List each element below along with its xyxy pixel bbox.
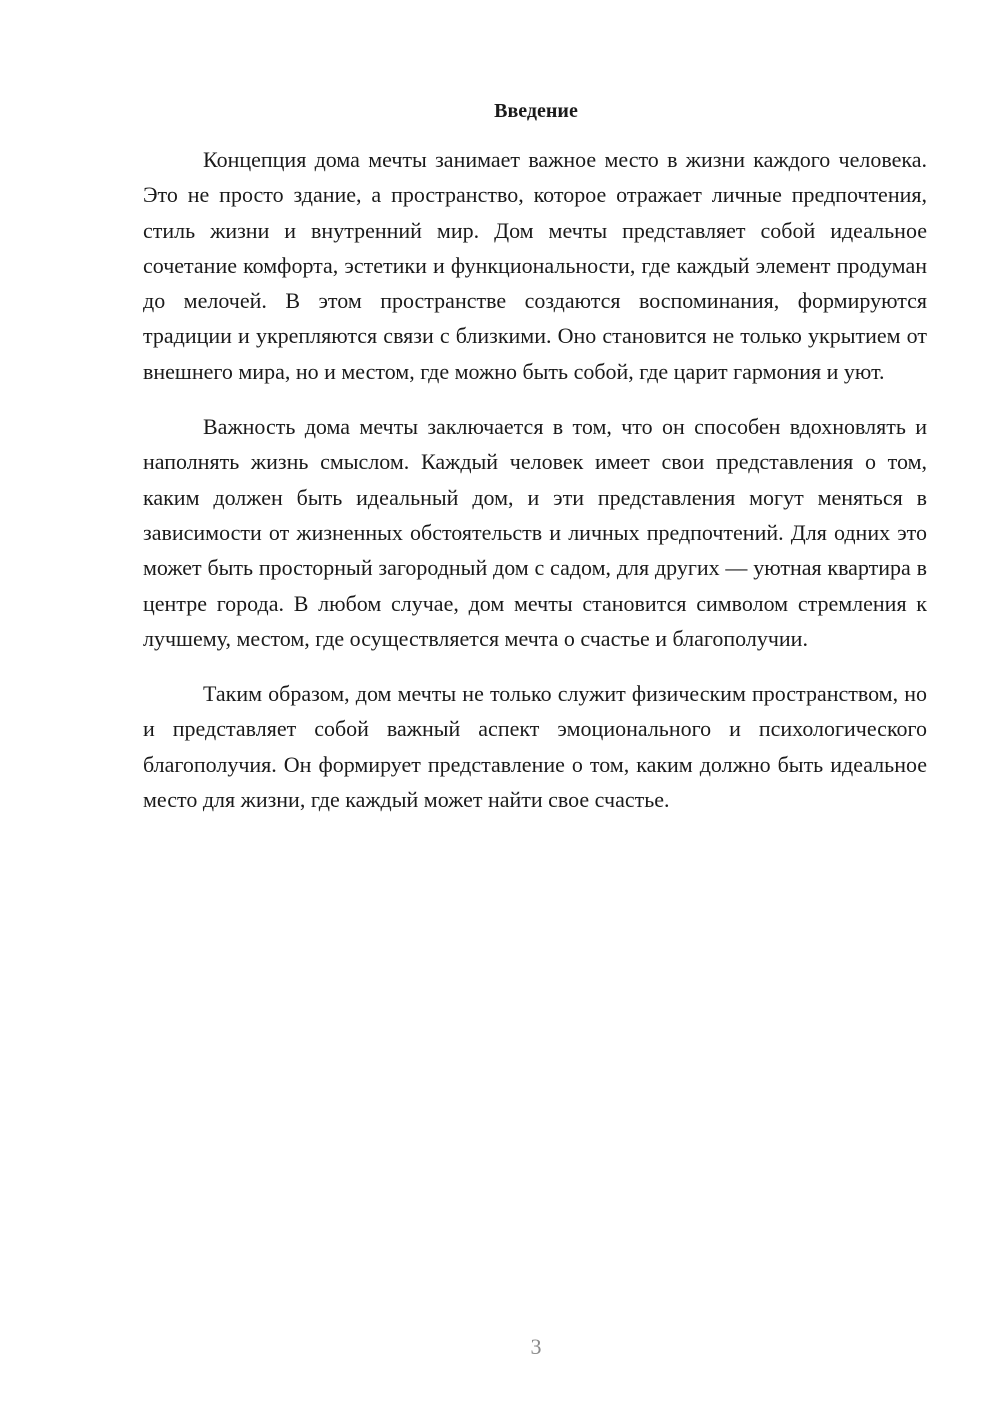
paragraph-importance: Важность дома мечты заключается в том, что он способен вдохновлять и наполнять жизнь смыслом. Каждый человек имеет свои представления о том, каким должен быть идеальный дом, и эти представления могут меняться в зависимости от жизненных обстоятельств и личных предпочтений. Для одних это может быть просторный загородный дом с садом, для других — уютная квартира в центре города. В любом случае, дом мечты становится символом стремления к лучшему, местом, где осуществляется мечта о счастье и благополучии. xyxy=(143,414,927,651)
page-number: 3 xyxy=(530,1334,542,1359)
page-title: Введение xyxy=(494,100,578,122)
paragraph-intro: Концепция дома мечты занимает важное место в жизни каждого человека. Это не просто здание, а пространство, которое отражает личные предпочтения, стиль жизни и внутренний мир. Дом мечты представляет собой идеальное сочетание комфорта, эстетики и функциональности, где каждый элемент продуман до мелочей. В этом пространстве создаются воспоминания, формируются традиции и укрепляются связи с близкими. Оно становится не только укрытием от внешнего мира, но и местом, где можно быть собой, где царит гармония и уют. xyxy=(143,147,927,384)
body-text xyxy=(143,142,927,837)
paragraph-conclusion: Таким образом, дом мечты не только служит физическим пространством, но и представляет собой важный аспект эмоционального и психологического благополучия. Он формирует представление о том, каким должно быть идеальное место для жизни, где каждый может найти свое счастье. xyxy=(143,681,927,813)
